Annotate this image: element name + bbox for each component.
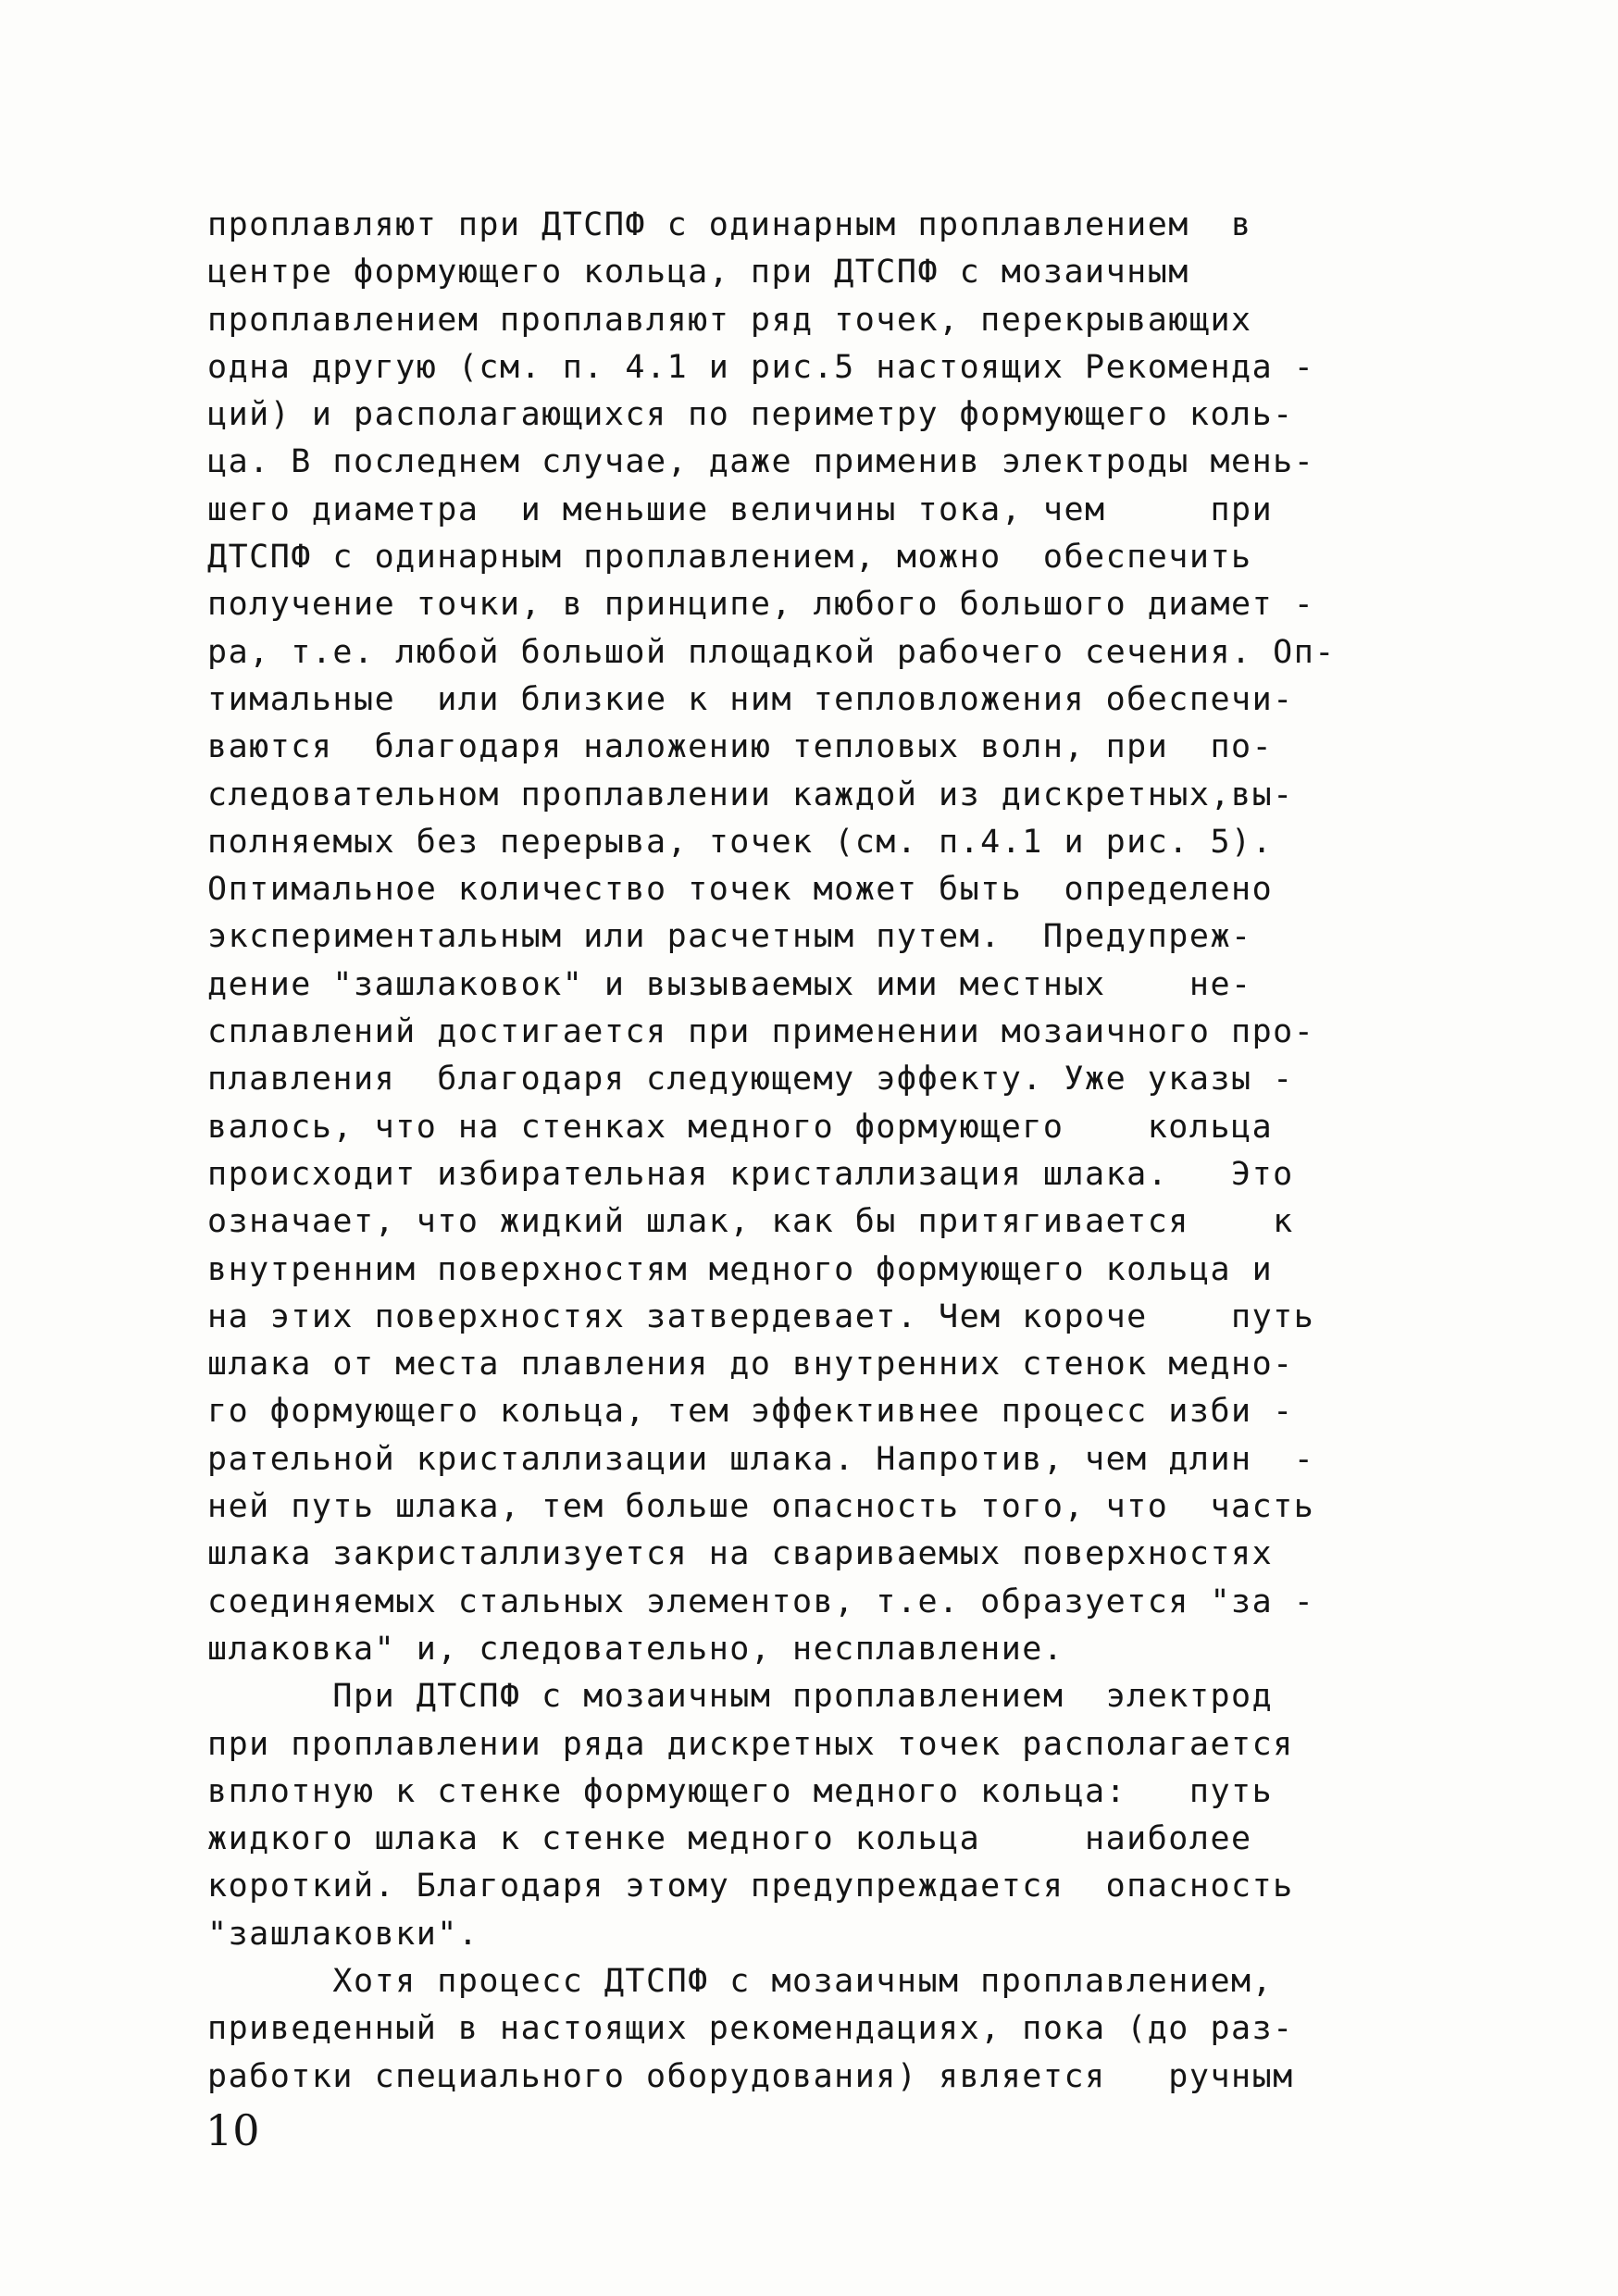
body-text: [207, 202, 1429, 2101]
text-line: ца. В последнем случае, даже применив электроды мень-: [207, 443, 1315, 481]
text-line: проплавлением проплавляют ряд точек, перекрывающих: [207, 301, 1252, 339]
text-line: ней путь шлака, тем больше опасность того, что часть: [207, 1488, 1315, 1526]
text-line: получение точки, в принципе, любого большого диамет -: [207, 586, 1315, 624]
text-line: "зашлаковки".: [207, 1915, 479, 1953]
text-line: ДТСПФ с одинарным проплавлением, можно обеспечить: [207, 539, 1252, 577]
text-line: короткий. Благодаря этому предупреждается опасность: [207, 1868, 1294, 1905]
page-number: 10: [205, 2105, 260, 2155]
text-line: плавления благодаря следующему эффекту. Уже указы -: [207, 1061, 1294, 1098]
text-line: Оптимальное количество точек может быть определено: [207, 871, 1274, 909]
text-line: экспериментальным или расчетным путем. Предупреж-: [207, 918, 1252, 956]
text-line: центре формующего кольца, при ДТСПФ с мозаичным: [207, 254, 1189, 292]
text-line: означает, что жидкий шлак, как бы притягивается к: [207, 1203, 1294, 1241]
text-line: проплавляют при ДТСПФ с одинарным проплавлением в: [207, 206, 1252, 243]
text-line: При ДТСПФ с мозаичным проплавлением электрод: [207, 1678, 1274, 1716]
text-line: ра, т.е. любой большой площадкой рабочего сечения. Оп-: [207, 633, 1336, 671]
text-line: сплавлений достигается при применении мозаичного про-: [207, 1013, 1315, 1051]
text-line: Хотя процесс ДТСПФ с мозаичным проплавлением,: [207, 1962, 1274, 2000]
text-line: жидкого шлака к стенке медного кольца наиболее: [207, 1820, 1252, 1858]
text-line: работки специального оборудования) является ручным: [207, 2057, 1294, 2095]
text-line: одна другую (см. п. 4.1 и рис.5 настоящих Рекоменда -: [207, 348, 1315, 386]
text-line: валось, что на стенках медного формующего кольца: [207, 1108, 1274, 1146]
text-line: внутренним поверхностям медного формующего кольца и: [207, 1250, 1274, 1288]
text-line: следовательном проплавлении каждой из дискретных,вы-: [207, 776, 1294, 813]
text-line: дение "зашлаковок" и вызываемых ими местных не-: [207, 965, 1252, 1003]
text-line: шлака от места плавления до внутренних стенок медно-: [207, 1346, 1294, 1384]
text-line: вплотную к стенке формующего медного кольца: путь: [207, 1772, 1274, 1810]
text-line: приведенный в настоящих рекомендациях, пока (до раз-: [207, 2010, 1294, 2048]
text-line: на этих поверхностях затвердевает. Чем короче путь: [207, 1297, 1315, 1335]
text-line: соединяемых стальных элементов, т.е. образуется "за -: [207, 1582, 1315, 1620]
text-line: шего диаметра и меньшие величины тока, чем при: [207, 490, 1274, 528]
text-line: ваются благодаря наложению тепловых волн, при по-: [207, 728, 1274, 766]
text-line: полняемых без перерыва, точек (см. п.4.1 и рис. 5).: [207, 823, 1274, 861]
text-line: происходит избирательная кристаллизация шлака. Это: [207, 1155, 1294, 1193]
text-line: рательной кристаллизации шлака. Напротив, чем длин -: [207, 1440, 1315, 1478]
text-line: шлака закристаллизуется на свариваемых поверхностях: [207, 1535, 1274, 1573]
text-line: шлаковка" и, следовательно, несплавление.: [207, 1630, 1064, 1668]
text-line: тимальные или близкие к ним тепловложения обеспечи-: [207, 680, 1294, 718]
text-line: го формующего кольца, тем эффективнее процесс изби -: [207, 1393, 1294, 1431]
text-line: при проплавлении ряда дискретных точек располагается: [207, 1725, 1294, 1763]
text-line: ций) и располагающихся по периметру формующего коль-: [207, 396, 1294, 434]
